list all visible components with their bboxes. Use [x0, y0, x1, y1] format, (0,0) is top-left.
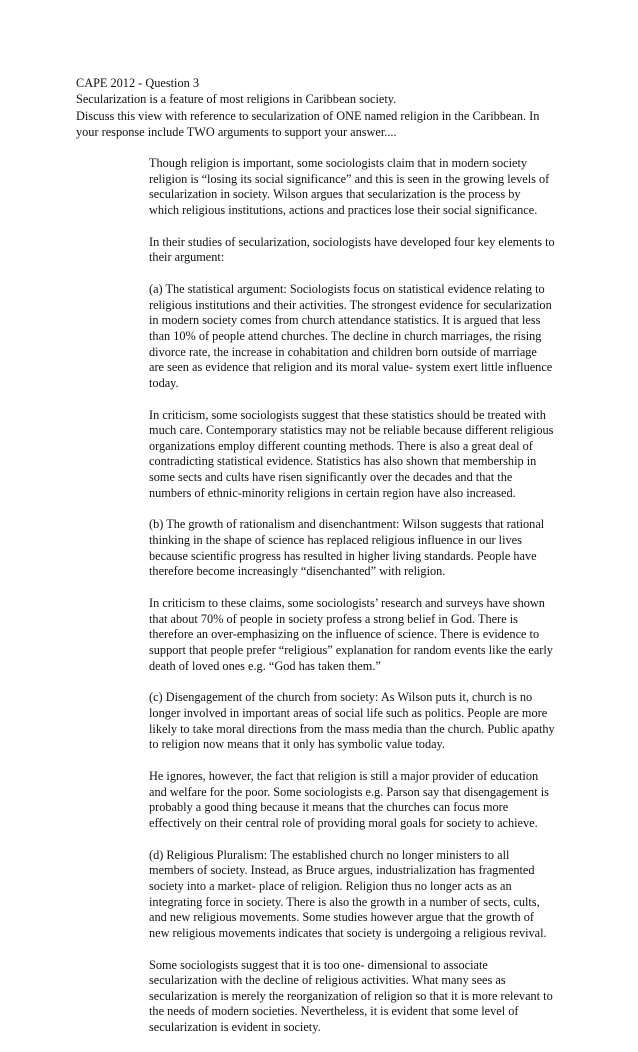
question-instruction: your response include TWO arguments to support your answer.... [76, 124, 397, 139]
text-line: to religion now means that it only has symbolic value today. [149, 737, 445, 752]
paragraph-conclusion [149, 958, 579, 1036]
text-line: secularization in society. Wilson argues that secularization is the process by [149, 187, 521, 202]
paragraph-disengagement [149, 690, 579, 752]
text-line: (d) Religious Pluralism: The established church no longer ministers to all [149, 847, 510, 862]
text-line: therefore an over-emphasizing on the influence of science. There is evidence to [149, 627, 540, 642]
text-line: some sects and cults have risen significantly over the decades and that the [149, 469, 513, 484]
text-line: much care. Contemporary statistics may not be reliable because different religious [149, 423, 554, 438]
paragraph-disengagement-criticism [149, 769, 579, 831]
text-line: which religious institutions, actions and practices lose their social significance. [149, 202, 538, 217]
paragraph-statistical-criticism [149, 408, 579, 502]
text-line: in modern society comes from church attendance statistics. It is argued that less [149, 313, 541, 328]
text-line: death of loved ones e.g. “God has taken them.” [149, 658, 381, 673]
text-line: support that people prefer “religious” explanation for random events like the early [149, 642, 553, 657]
question-instruction: Discuss this view with reference to secularization of ONE named religion in the Caribbean. In [76, 108, 540, 123]
text-line: integrating force in society. There is also the growth in a number of sects, cults, [149, 894, 540, 909]
text-line: In their studies of secularization, sociologists have developed four key elements to [149, 234, 555, 249]
text-line: and welfare for the poor. Some sociologists e.g. Parson say that disengagement is [149, 784, 549, 799]
text-line: Though religion is important, some sociologists claim that in modern society [149, 156, 528, 170]
text-line: secularization is evident in society. [149, 1019, 321, 1034]
text-line: He ignores, however, the fact that religion is still a major provider of education [149, 769, 539, 784]
paragraph-introduction [149, 156, 579, 218]
paragraph-key-elements [149, 235, 579, 266]
text-line: society into a market- place of religion. Religion thus no longer acts as an [149, 878, 512, 893]
text-line: are seen as evidence that religion and its moral value- system exert little influence [149, 360, 553, 375]
text-line: that about 70% of people in society profess a strong belief in God. There is [149, 611, 518, 626]
text-line: religion is “losing its social significance” and this is seen in the growing levels of [149, 171, 550, 186]
text-line: (a) The statistical argument: Sociologists focus on statistical evidence relating to [149, 282, 545, 297]
text-line: religious institutions and their activities. The strongest evidence for secularization [149, 297, 552, 312]
paragraph-statistical-argument [149, 282, 579, 391]
text-line: numbers of ethnic-minority religions in certain region have also increased. [149, 485, 516, 500]
text-line: (b) The growth of rationalism and disenchantment: Wilson suggests that rational [149, 517, 545, 532]
answer-body [149, 156, 579, 1052]
paragraph-rationalism [149, 517, 579, 579]
text-line: the needs of modern societies. Nevertheless, it is evident that some level of [149, 1004, 519, 1019]
text-line: Some sociologists suggest that it is too one- dimensional to associate [149, 957, 488, 972]
paragraph-religious-pluralism [149, 848, 579, 942]
text-line: therefore become increasingly “disenchanted” with religion. [149, 564, 446, 579]
text-line: divorce rate, the increase in cohabitation and children born outside of marriage [149, 344, 537, 359]
text-line: thinking in the shape of science has replaced religious influence in our lives [149, 533, 522, 548]
text-line: organizations employ different counting methods. There is also a great deal of [149, 438, 533, 453]
question-statement: Secularization is a feature of most religions in Caribbean society. [76, 92, 397, 107]
text-line: than 10% of people attend churches. The decline in church marriages, the rising [149, 328, 542, 343]
text-line: new religious movements indicates that society is undergoing a religious revival. [149, 925, 547, 940]
text-line: (c) Disengagement of the church from society: As Wilson puts it, church is no [149, 690, 533, 705]
text-line: likely to take moral directions from the mass media than the church. Public apathy [149, 721, 555, 736]
text-line: In criticism, some sociologists suggest that these statistics should be treated with [149, 407, 546, 422]
text-line: secularization is merely the reorganization of religion so that it is more relevant to [149, 988, 553, 1003]
text-line: secularization with the decline of religious activities. What many sees as [149, 973, 506, 988]
question-title: CAPE 2012 - Question 3 [76, 76, 199, 90]
paragraph-rationalism-criticism [149, 596, 579, 674]
text-line: and new religious movements. Some studies however argue that the growth of [149, 910, 534, 925]
question-header [76, 75, 576, 140]
text-line: because scientific progress has resulted in higher living standards. People have [149, 548, 537, 563]
text-line: members of society. Instead, as Bruce argues, industrialization has fragmented [149, 863, 535, 878]
text-line: In criticism to these claims, some sociologists’ research and surveys have shown [149, 596, 545, 611]
text-line: contradicting statistical evidence. Statistics has also shown that membership in [149, 454, 537, 469]
text-line: today. [149, 375, 179, 390]
text-line: effectively on their central role of providing moral goals for society to achieve. [149, 815, 538, 830]
text-line: longer involved in important areas of social life such as politics. People are more [149, 706, 548, 720]
text-line: their argument: [149, 250, 225, 265]
text-line: probably a good thing because it means that the churches can focus more [149, 800, 509, 815]
